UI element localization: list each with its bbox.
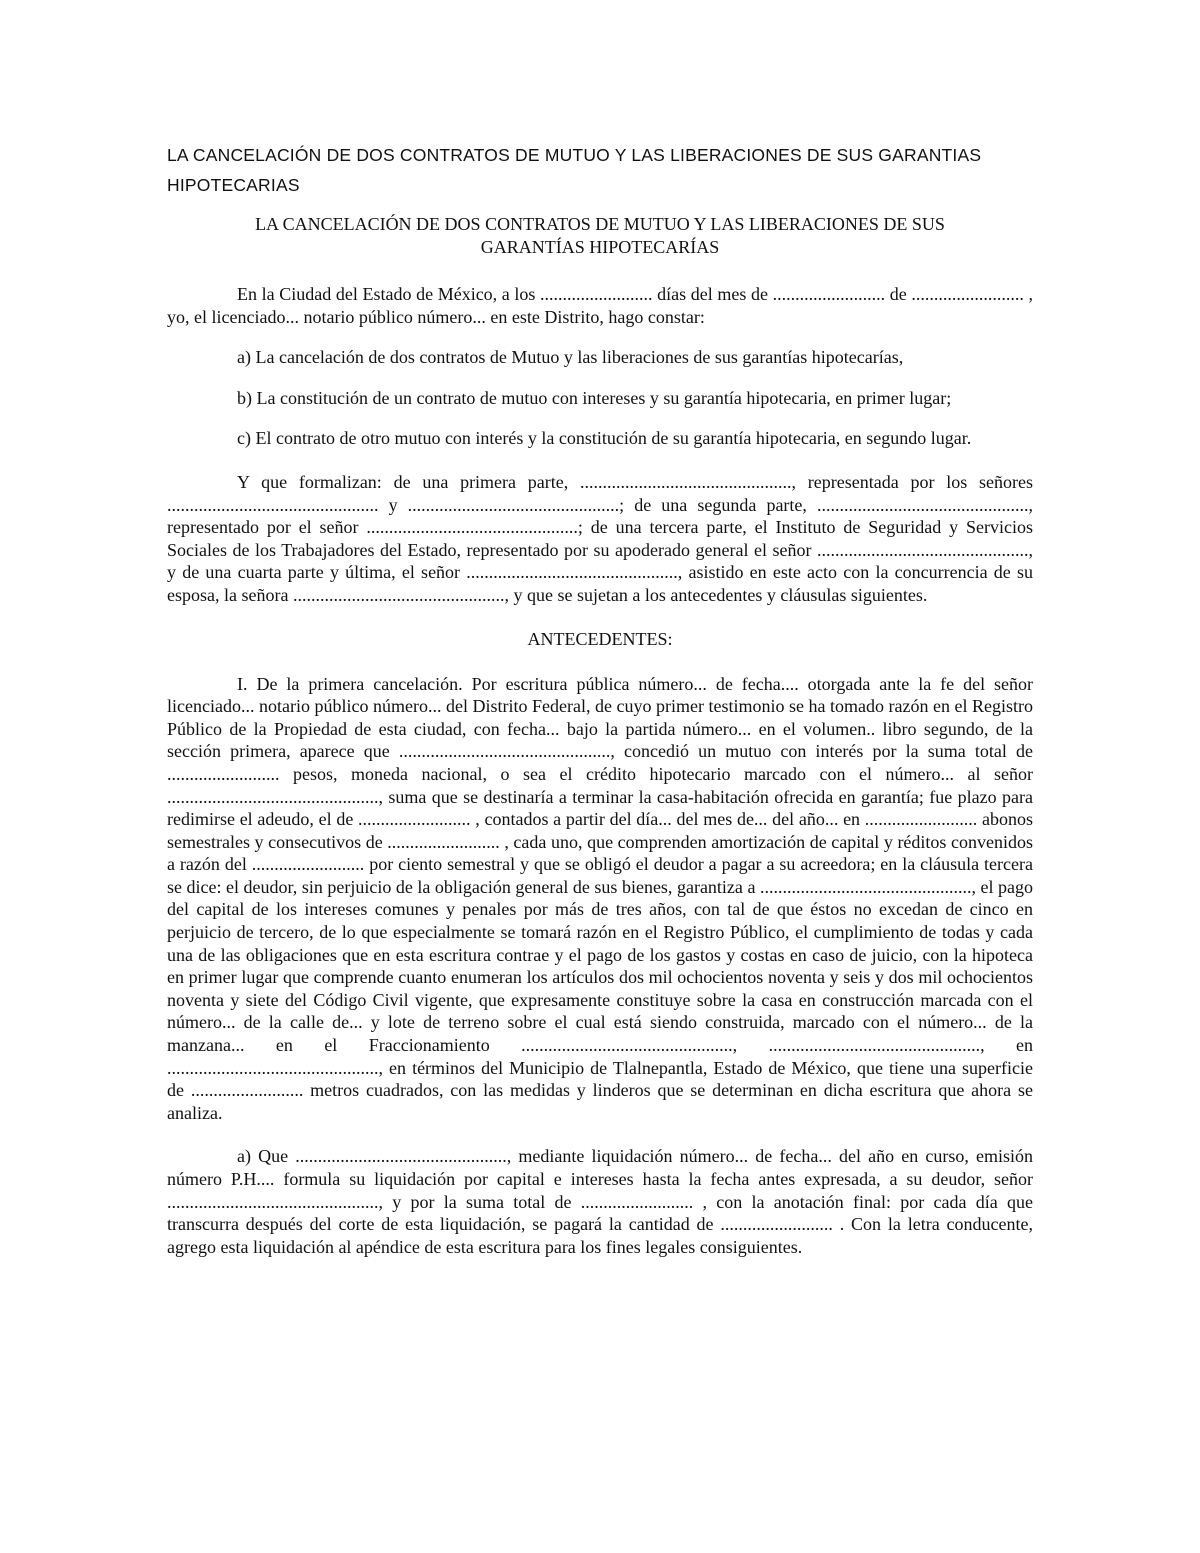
antecedente-1a-paragraph: a) Que ..............................................., mediante liquidación número... de fecha... del año en curso, emisión número P.H.... formula su liquidación por capital e intereses hasta la fecha antes expresada, a su deudor, señor ..............................................., y por la suma total de ......................... , con la anotación final: por cada día que transcurra después del corte de esta liquidación, se pagará la cantidad de ......................... . Con la letra conducente, agrego esta liquidación al apéndice de esta escritura para los fines legales consiguientes. xyxy=(167,1146,1033,1257)
document-page xyxy=(167,140,1033,1279)
antecedente-1-paragraph: I. De la primera cancelación. Por escritura pública número... de fecha.... otorgada ante la fe del señor licenciado... notario público número... del Distrito Federal, de cuyo primer testimonio se ha tomado razón en el Registro Público de la Propiedad de esta ciudad, con fecha... bajo la partida número... en el volumen.. libro segundo, de la sección primera, aparece que ..............................................., concedió un mutuo con interés por la suma total de ......................... pesos, moneda nacional, o sea el crédito hipotecario marcado con el número... al señor ..............................................., suma que se destinaría a terminar la casa-habitación ofrecida en garantía; fue plazo para redimirse el adeudo, el de ......................... , contados a partir del día... del mes de... del año... en ......................... abonos semestrales y consecutivos de ......................... , cada uno, que comprenden amortización de capital y réditos convenidos a razón del ......................... por ciento semestral y que se obligó el deudor a pagar a su acreedora; en la cláusula tercera se dice: el deudor, sin perjuicio de la obligación general de sus bienes, garantiza a ..............................................., el pago del capital de los intereses comunes y penales por más de tres años, con tal de que éstos no excedan de cinco en perjuicio de tercero, de lo que especialmente se tomará razón en el Registro Público, el cumplimiento de todas y cada una de las obligaciones que en esta escritura contrae y el pago de los gastos y costas en caso de juicio, con la hipoteca en primer lugar que comprende cuanto enumeran los artículos dos mil ochocientos noventa y seis y dos mil ochocientos noventa y siete del Código Civil vigente, que expresamente constituye sobre la casa en construcción marcada con el número... de la calle de... y lote de terreno sobre el cual está siendo construida, marcado con el número... de la manzana... en el Fraccionamiento ..............................................., ..............................................., en ..............................................., en términos del Municipio de Tlalnepantla, Estado de México, que tiene una superficie de ......................... metros cuadrados, con las medidas y linderos que se determinan en dicha escritura que ahora se analiza. xyxy=(167,673,1033,1123)
item-c-paragraph: c) El contrato de otro mutuo con interés y la constitución de su garantía hipotecaria, en segundo lugar. xyxy=(237,428,972,449)
document-heading: LA CANCELACIÓN DE DOS CONTRATOS DE MUTUO Y LAS LIBERACIONES DE SUS GARANTIAS HIPOTECARIAS xyxy=(167,145,982,195)
parties-paragraph: Y que formalizan: de una primera parte, ..............................................., representada por los señores ............................................... y ...............................................; de una segunda parte, ..............................................., representado por el señor ...............................................; de una tercera parte, el Instituto de Seguridad y Servicios Sociales de los Trabajadores del Estado, representado por su apoderado general el señor ..............................................., y de una cuarta parte y última, el señor ..............................................., asistido en este acto con la concurrencia de su esposa, la señora ..............................................., y que se sujetan a los antecedentes y cláusulas siguientes. xyxy=(167,471,1033,605)
intro-paragraph: En la Ciudad del Estado de México, a los ......................... días del mes de ......................... de ......................... , yo, el licenciado... notario público número... en este Distrito, hago constar: xyxy=(167,284,1033,327)
document-title: LA CANCELACIÓN DE DOS CONTRATOS DE MUTUO Y LAS LIBERACIONES DE SUS GARANTÍAS HIPOTECARÍAS xyxy=(255,214,945,257)
item-a-paragraph: a) La cancelación de dos contratos de Mutuo y las liberaciones de sus garantías hipotecarías, xyxy=(237,347,904,368)
section-title-antecedentes: ANTECEDENTES: xyxy=(527,628,673,649)
item-b-paragraph: b) La constitución de un contrato de mutuo con intereses y su garantía hipotecaria, en primer lugar; xyxy=(237,387,952,408)
